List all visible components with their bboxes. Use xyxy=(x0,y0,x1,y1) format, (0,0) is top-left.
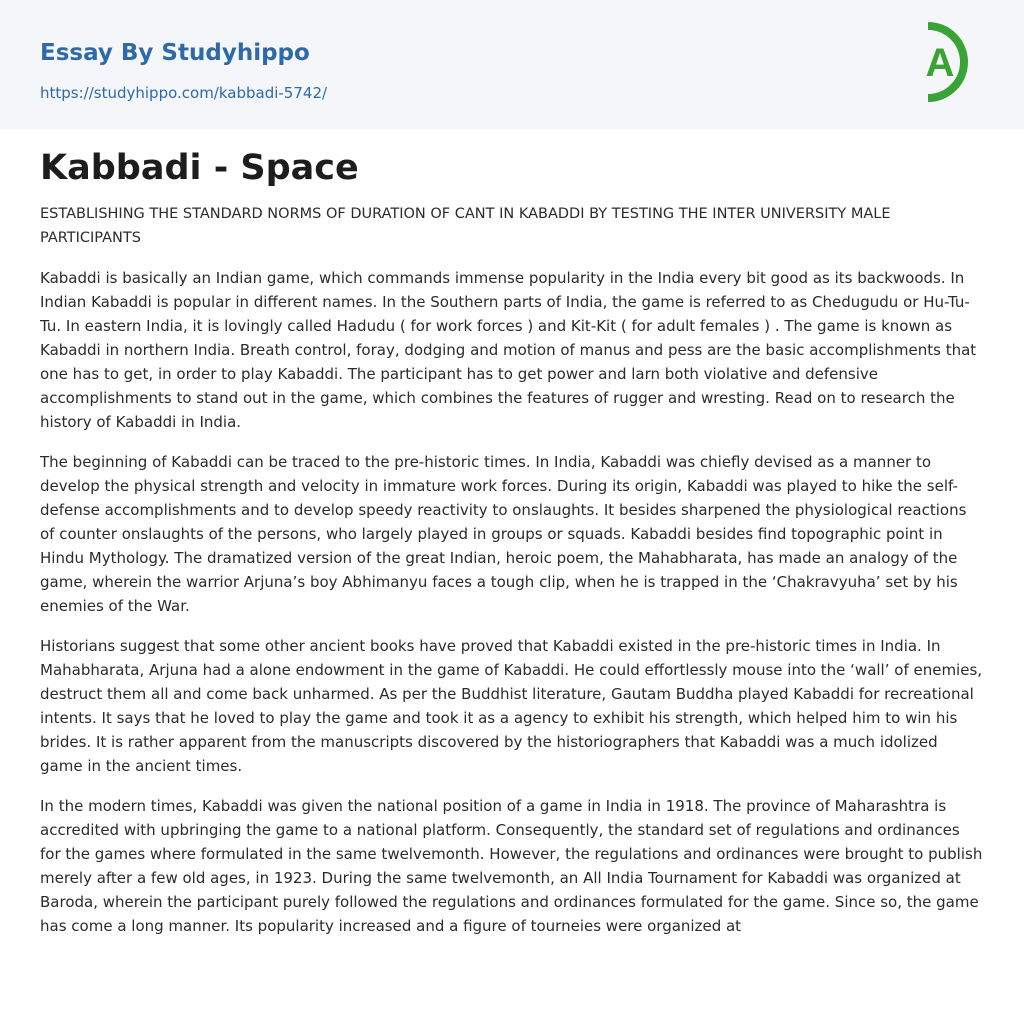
logo-letter: A xyxy=(925,41,955,85)
page-title: Kabbadi - Space xyxy=(40,148,359,188)
paragraph-1: Kabaddi is basically an Indian game, which commands immense popularity in the India every bit good as its backwoods. In Indian Kabaddi is popular in different names. In the Southern parts of India, the game is referred to as Chedugudu or Hu-Tu-Tu. In eastern India, it is lovingly called Hadudu ( for work forces ) and Kit-Kit ( for adult females ) . The game is known as Kabaddi in northern India. Breath control, foray, dodging and motion of manus and pess are the basic accomplishments that one has to get, in order to play Kabaddi. The participant has to get power and larn both violative and defensive accomplishments to stand out in the game, which combines the features of rugger and wresting. Read on to research the history of Kabaddi in India. xyxy=(40,269,977,431)
article-content xyxy=(40,145,984,938)
site-header xyxy=(0,0,1024,129)
paragraph-4: In the modern times, Kabaddi was given the national position of a game in India in 1918. The province of Maharashtra is accredited with upbringing the game to a national platform. Consequently, the standard set of regulations and ordinances for the games where formulated in the same twelvemonth. However, the regulations and ordinances were brought to publish merely after a few old ages, in 1923. During the same twelvemonth, an All India Tournament for Kabaddi was organized at Baroda, wherein the participant purely followed the regulations and ordinances formulated for the game. Since so, the game has come a long manner. Its popularity increased and a figure of tourneies were organized at xyxy=(40,797,983,935)
page-url-link[interactable]: https://studyhippo.com/kabbadi-5742/ xyxy=(40,84,328,102)
site-brand[interactable]: Essay By Studyhippo xyxy=(40,40,310,66)
paragraph-2: The beginning of Kabaddi can be traced to the pre-historic times. In India, Kabaddi was chiefly devised as a manner to develop the physical strength and velocity in immature work forces. During its origin, Kabaddi was played to hike the self-defense accomplishments and to develop speedy reactivity to onslaughts. It besides sharpened the physiological reactions of counter onslaughts of the persons, who largely played in groups or squads. Kabaddi besides find topographic point in Hindu Mythology. The dramatized version of the great Indian, heroic poem, the Mahabharata, has made an analogy of the game, wherein the warrior Arjuna’s boy Abhimanyu faces a tough clip, when he is trapped in the ‘Chakravyuha’ set by his enemies of the War. xyxy=(40,453,967,615)
studyhippo-logo-icon[interactable] xyxy=(910,18,988,106)
paragraph-3: Historians suggest that some other ancient books have proved that Kabaddi existed in the pre-historic times in India. In Mahabharata, Arjuna had a alone endowment in the game of Kabaddi. He could effortlessly mouse into the ‘wall’ of enemies, destruct them all and come back unharmed. As per the Buddhist literature, Gautam Buddha played Kabaddi for recreational intents. It says that he loved to play the game and took it as a agency to exhibit his strength, which helped him to win his brides. It is rather apparent from the manuscripts discovered by the historiographers that Kabaddi was a much idolized game in the ancient times. xyxy=(40,637,983,775)
essay-subtitle: ESTABLISHING THE STANDARD NORMS OF DURATION OF CANT IN KABADDI BY TESTING THE INTER UNIVERSITY MALE PARTICIPANTS xyxy=(40,206,891,246)
